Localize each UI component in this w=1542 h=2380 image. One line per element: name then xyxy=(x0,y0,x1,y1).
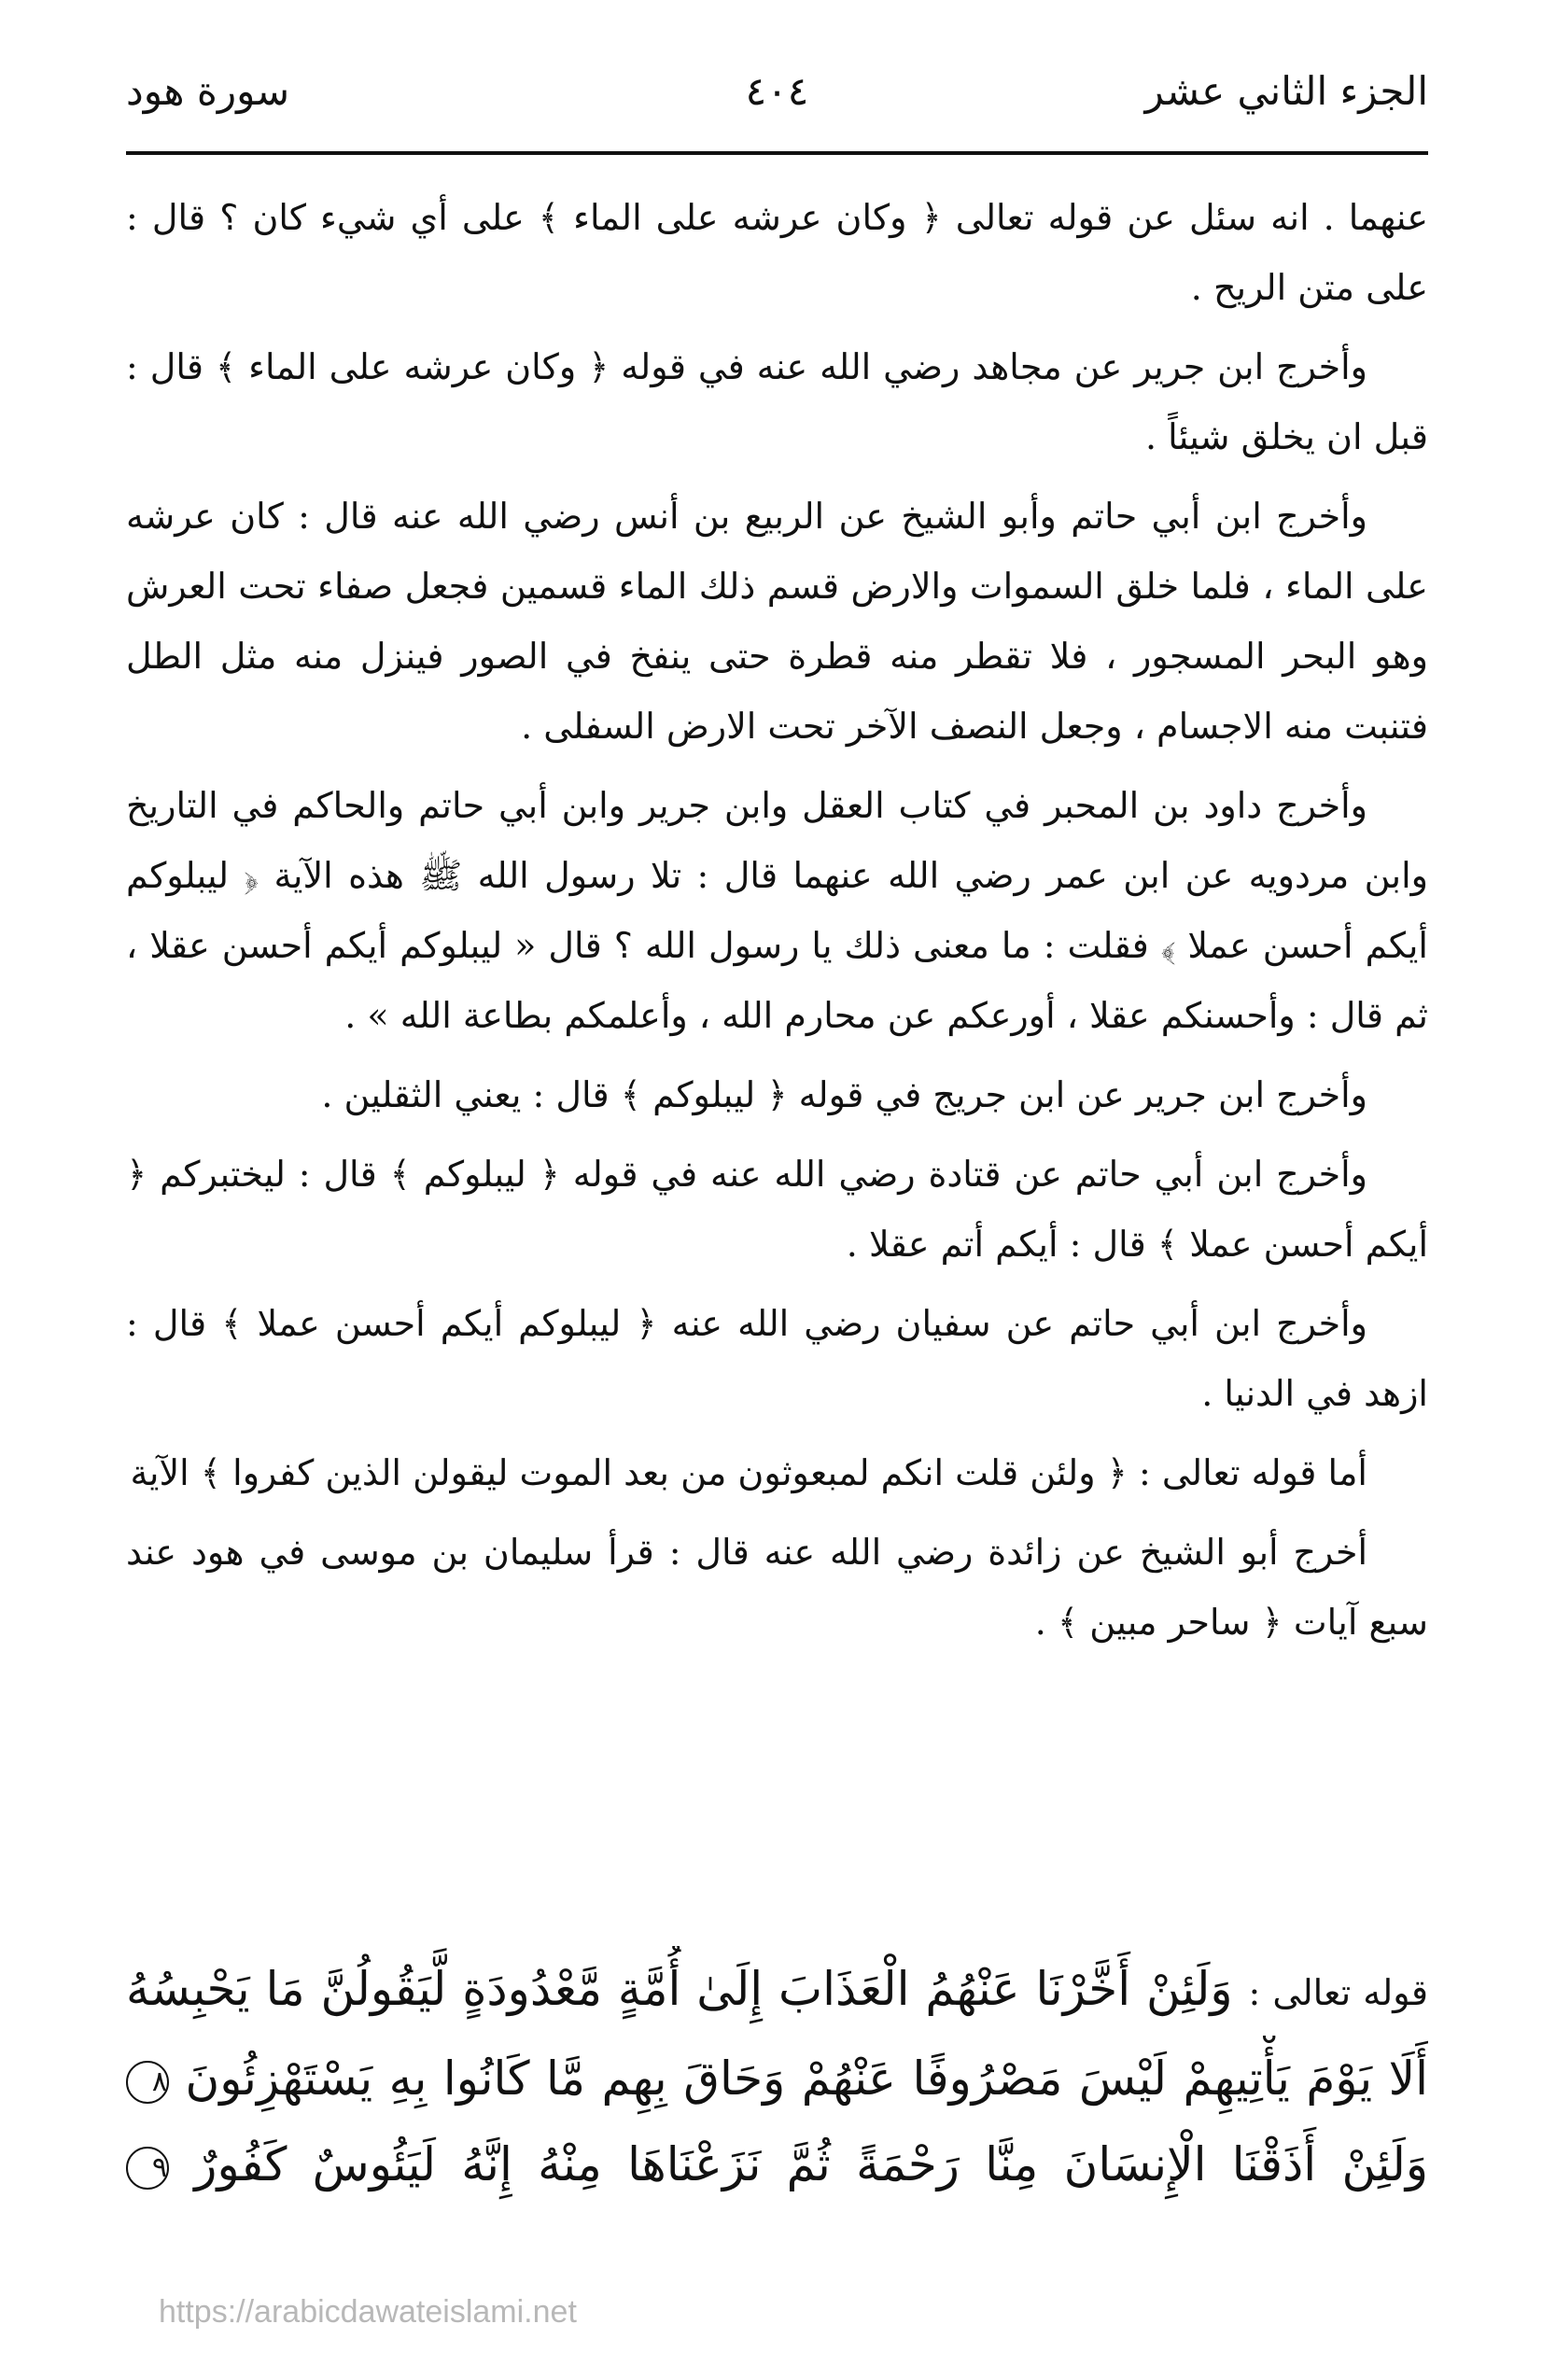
verse-text: وَلَئِنْ أَذَقْنَا الْإِنسَانَ مِنَّا رَحْمَةً ثُمَّ نَزَعْنَاهَا مِنْهُ إِنَّهُ لَيَئُوسٌ كَفُورٌ xyxy=(194,2137,1428,2191)
page-number: ٤٠٤ xyxy=(745,68,809,114)
paragraph: أما قوله تعالى : ﴿ ولئن قلت انكم لمبعوثون من بعد الموت ليقولن الذين كفروا ﴾ الآية xyxy=(130,1452,1367,1493)
surah-title: سورة هود xyxy=(126,68,290,114)
verse-intro: قوله تعالى : xyxy=(1248,1972,1428,2013)
verse-number-icon: ٩ xyxy=(126,2147,169,2190)
page-header xyxy=(126,54,1428,129)
verse-number-icon: ٨ xyxy=(126,2061,169,2104)
paragraph: وأخرج ابن جرير عن ابن جريج في قوله ﴿ ليبلوكم ﴾ قال : يعني الثقلين . xyxy=(321,1074,1367,1115)
verse-line xyxy=(126,2121,1428,2207)
paragraph: وأخرج ابن أبي حاتم عن سفيان رضي الله عنه ﴿ ليبلوكم أيكم أحسن عملا ﴾ قال : ازهد في الدنيا . xyxy=(126,1303,1428,1414)
verse-text: وَلَئِنْ أَخَّرْنَا عَنْهُمُ الْعَذَابَ إِلَىٰ أُمَّةٍ مَّعْدُودَةٍ لَّيَقُولُنَّ مَا يَحْبِسُهُ xyxy=(126,1962,1233,2016)
verse-line xyxy=(126,2036,1428,2121)
paragraph: وأخرج ابن أبي حاتم وأبو الشيخ عن الربيع بن أنس رضي الله عنه قال : كان عرشه على الماء ، فلما خلق السموات والارض قسم ذلك الماء قسمين فجعل صفاء تحت العرش وهو البحر المسجور ، فلا تقطر منه قطرة حتى ينفخ في الصور فينزل منه مثل الطل فتنبت منه الاجسام ، وجعل النصف الآخر تحت الارض السفلى . xyxy=(126,496,1429,747)
verse-line xyxy=(126,1946,1428,2036)
part-title: الجزء الثاني عشر xyxy=(1144,68,1428,114)
paragraph: أخرج أبو الشيخ عن زائدة رضي الله عنه قال : قرأ سليمان بن موسى في هود عند سبع آيات ﴿ ساحر مبين ﴾ . xyxy=(126,1532,1428,1643)
verse-text: أَلَا يَوْمَ يَأْتِيهِمْ لَيْسَ مَصْرُوفًا عَنْهُمْ وَحَاقَ بِهِم مَّا كَانُوا بِهِ يَسْتَهْزِئُونَ xyxy=(185,2051,1428,2106)
paragraph: وأخرج داود بن المحبر في كتاب العقل وابن جرير وابن أبي حاتم والحاكم في التاريخ وابن مردويه عن ابن عمر رضي الله عنهما قال : تلا رسول الله ﷺ هذه الآية ﴿ ليبلوكم أيكم أحسن عملا ﴾ فقلت : ما معنى ذلك يا رسول الله ؟ قال « ليبلوكم أيكم أحسن عقلا ، ثم قال : وأحسنكم عقلا ، أورعكم عن محارم الله ، وأعلمكم بطاعة الله » . xyxy=(126,785,1428,1036)
commentary-text xyxy=(126,183,1428,1667)
quran-verse-block xyxy=(126,1946,1428,2207)
header-divider xyxy=(126,151,1428,155)
paragraph: عنهما . انه سئل عن قوله تعالى ﴿ وكان عرشه على الماء ﴾ على أي شيء كان ؟ قال : على متن الريح . xyxy=(126,197,1428,308)
paragraph: وأخرج ابن أبي حاتم عن قتادة رضي الله عنه في قوله ﴿ ليبلوكم ﴾ قال : ليختبركم ﴿ أيكم أحسن عملا ﴾ قال : أيكم أتم عقلا . xyxy=(126,1154,1428,1265)
paragraph: وأخرج ابن جرير عن مجاهد رضي الله عنه في قوله ﴿ وكان عرشه على الماء ﴾ قال : قبل ان يخلق شيئاً . xyxy=(126,346,1428,457)
watermark-url: https://arabicdawateislami.net xyxy=(159,2294,577,2330)
